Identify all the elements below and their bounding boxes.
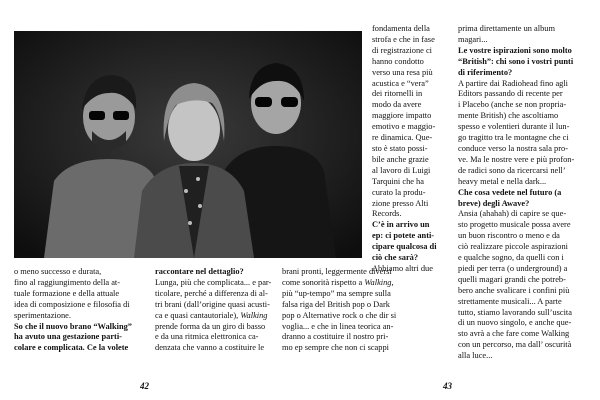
text-line: ve. Ma le nostre vere e più profon- [458, 154, 575, 164]
text-line: sto avrà a che fare come Walking [458, 329, 570, 339]
text-line: spesso e volentieri durante il lun- [458, 122, 570, 132]
text-line: fino al raggiungimento della at- [14, 277, 121, 287]
right-page-column-1 [282, 267, 450, 354]
page-number-left: 42 [140, 381, 149, 391]
text-line: brani pronti, leggermente diversi [282, 267, 392, 276]
text-line: falsa riga del British pop o Dark [282, 299, 390, 309]
text-line: dranno a costituire il nostro pri- [282, 332, 389, 342]
text-line: Editors passando di recente per [458, 89, 563, 99]
question-line: ep: ci potete anti- [372, 231, 435, 241]
text-line: tri brani (dall’origine quasi acusti- [155, 299, 270, 309]
text-line: hanno condotto [372, 56, 424, 66]
text-line: A partire dai Radiohead fino agli [458, 78, 569, 88]
text-line: fondamenta della [372, 24, 430, 33]
text-line: re dinamica. Que- [372, 133, 433, 143]
text-line: di un nuovo singolo, e anche que- [458, 318, 572, 328]
question-line: ciò che sarà? [372, 253, 419, 263]
text-line: al lavoro di Luigi [372, 165, 431, 175]
band-photo [14, 31, 362, 258]
question-line: Le vostre ispirazioni sono molto [458, 45, 572, 55]
text-line: ticolare, perché a differenza di al- [155, 288, 268, 298]
text-line: bile anche grazie [372, 154, 429, 164]
text-line: strettamente musicali... A parte [458, 296, 562, 306]
text-line: bero anche svalicare i confini più [458, 285, 570, 295]
text-line: magari... [458, 34, 488, 44]
text-line: ca e quasi cantautoriale), Walking [155, 310, 268, 320]
text-line: e da una ritmica elettronica ca- [155, 332, 259, 342]
text-line: un buon riscontro o meno e da [458, 231, 560, 241]
text-line: più “up-tempo” ma sempre sulla [282, 288, 391, 298]
text-line: sperimentazione. [14, 310, 71, 320]
text-line: maggiore impatto [372, 111, 432, 121]
text-line: pop o Alternative rock o che dir si [282, 310, 397, 320]
text-line: di registrazione ci [372, 45, 432, 55]
text-line: curato la produ- [372, 187, 426, 197]
text-line: ciò realizzare piccole aspirazioni [458, 242, 568, 252]
text-line: i Placebo (anche se non propria- [458, 100, 567, 110]
page-number-right: 43 [443, 381, 452, 391]
text-line: prima direttamente un album [458, 24, 555, 33]
question-line: So che il nuovo brano “Walking” [14, 321, 132, 331]
text-line: idea di composizione e filosofia di [14, 299, 130, 309]
text-line: emotivo e maggio- [372, 122, 436, 132]
question-line: ha avuto una gestazione parti- [14, 332, 122, 342]
text-line: prende forma da un giro di basso [155, 321, 266, 331]
text-line: Records. [372, 209, 402, 219]
text-line: denzata che vanno a costituire le [155, 343, 265, 353]
question-line: colare e complicata. Ce la volete [14, 343, 129, 353]
text-line: strofa e che in fase [372, 34, 435, 44]
left-page-column-2 [155, 267, 285, 354]
text-line: verso una resa più [372, 67, 433, 77]
question-line: “British”: chi sono i vostri punti [458, 56, 574, 66]
text-line: sto progetto musicale possa avere [458, 220, 571, 230]
text-line: come sonorità rispetto a Walking, [282, 277, 394, 287]
left-page-column-3 [372, 24, 452, 275]
text-line: o meno successo e durata, [14, 267, 102, 276]
text-line: Tarquini che ha [372, 176, 424, 186]
question-line: cipare qualcosa di [372, 242, 437, 252]
question-line: di riferimento? [458, 67, 513, 77]
right-page-column-2 [458, 24, 598, 362]
text-line: sto è stato possi- [372, 143, 428, 153]
question-line: raccontare nel dettaglio? [155, 267, 244, 276]
text-line: Lunga, più che complicata... e par- [155, 277, 272, 287]
text-line: de radici sono da ricercarsi nell’ [458, 165, 566, 175]
text-line: piedi per terra (o underground) a [458, 263, 568, 273]
question-line: breve) degli Awave? [458, 198, 530, 208]
text-line: mo ep sempre che non ci scappi [282, 343, 389, 353]
text-line: modo da avere [372, 100, 422, 110]
question-line: Che cosa vedete nel futuro (a [458, 187, 562, 197]
text-line: conduce verso la nostra sala pro- [458, 143, 568, 153]
text-line: e qualche sogno, da quelli con i [458, 253, 564, 263]
text-line: mente British) che ascoltiamo [458, 111, 559, 121]
text-line: tuale formazione e della attuale [14, 288, 120, 298]
text-line: dei ritornelli in [372, 89, 423, 99]
text-line: tutto, stiamo lavorando sull’uscita [458, 307, 572, 317]
text-line: zione presso Alti [372, 198, 429, 208]
text-line: voglia... e che in linea teorica an- [282, 321, 394, 331]
question-line: C’è in arrivo un [372, 220, 430, 230]
text-line: alla luce... [458, 351, 493, 361]
text-line: Ansia (ahahah) di capire se que- [458, 209, 567, 219]
left-page-column-1 [14, 267, 138, 354]
band-photo-illustration [14, 31, 362, 258]
text-line: quelli magari grandi che potreb- [458, 274, 566, 284]
text-line: con un percorso, ma dall’ oscurità [458, 340, 572, 350]
text-line: Abbiamo altri due [372, 263, 433, 273]
text-line: acustica e “vera” [372, 78, 429, 88]
text-line: go tragitto tra le montagne che ci [458, 133, 569, 143]
text-line: heavy metal e nella dark... [458, 176, 547, 186]
